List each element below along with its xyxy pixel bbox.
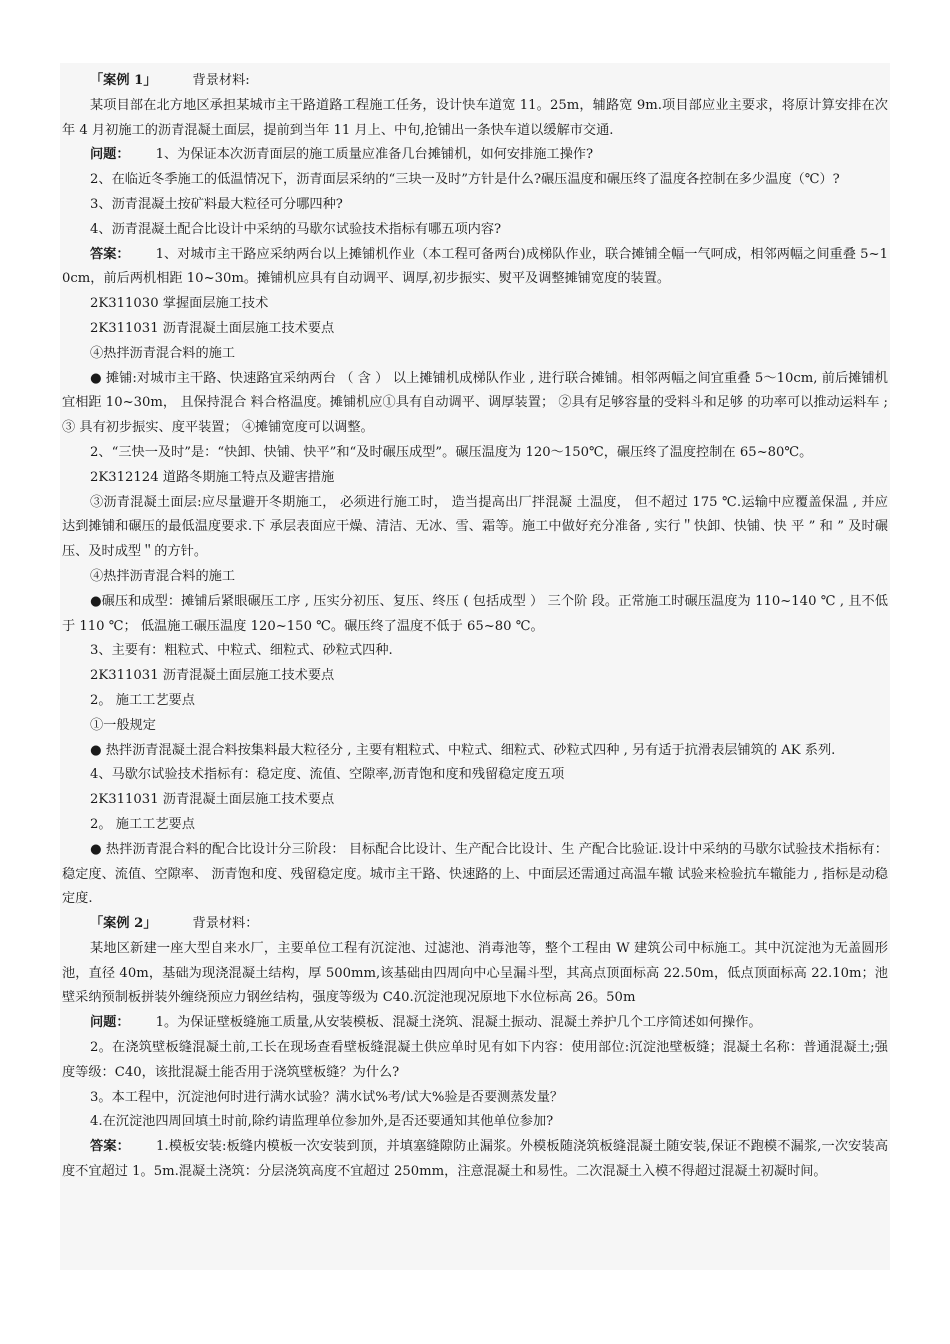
case1-ref-1: 2K311030 掌握面层施工技术 <box>90 296 269 312</box>
case1-ref-5: ④热拌沥青混合料的施工 <box>90 568 236 584</box>
case1-question-3: 3、沥青混凝土按矿料最大粒径可分哪四种? <box>90 196 343 212</box>
case1-paving-text: ● 摊铺:对城市主干路、快速路宜采纳两台 （ 含 ） 以上摊铺机成梯队作业 , 进行联合摊铺。相邻两幅之间宜重叠 5～10cm, 前后摊铺机宜相距 10~30m， 且保持混合 料合格温度。摊铺机应①具有自动调平、调厚装置； ②具有足够容量的受料斗和足够 的功率可以推动运料车 ;③ 具有初步振实、度平装置； ④摊铺宽度可以调整。 <box>62 370 888 436</box>
case1-answer-4: 4、马歇尔试验技术指标有：稳定度、流值、空隙率,沥青饱和度和残留稳定度五项 <box>90 767 565 783</box>
case1-ref-8: ①一般规定 <box>90 717 156 733</box>
case1-bg-label: 背景材料: <box>192 73 250 88</box>
case2-background: 某地区新建一座大型自来水厂，主要单位工程有沉淀池、过滤池、消毒池等，整个工程由 W 建筑公司中标施工。其中沉淀池为无盖圆形池，直径 40m，基础为现浇混凝土结构，厚 500mm,该基础由四周向中心呈漏斗型，其高点顶面标高 22.50m，低点顶面标高 22.10m；池壁采纳预制板拼装外缠绕预应力钢丝结构，强度等级为 C40.沉淀池现况原地下水位标高 26。50m <box>62 940 888 1006</box>
case1-a-label: 答案： <box>90 246 130 262</box>
case1-ref-6: 2K311031 沥青混凝土面层施工技术要点 <box>90 668 335 684</box>
case1-answer-3: 3、主要有：粗粒式、中粒式、细粒式、砂粒式四种. <box>90 643 393 659</box>
case2-title: 「案例 2」 <box>90 916 157 932</box>
case2-question-2: 2。在浇筑壁板缝混凝土前,工长在现场查看壁板缝混凝土供应单时见有如下内容：使用部位:沉淀池壁板缝；混凝土名称：普通混凝土;强度等级：C40，该批混凝土能否用于浇筑壁板缝？为什么? <box>62 1040 888 1080</box>
case1-a1-text: 1、对城市主干路应采纳两台以上摊铺机作业（本工程可备两台)成梯队作业，联合摊铺全幅一气呵成，相邻两幅之间重叠 5~10cm，前后两机相距 10~30m。摊铺机应具有自动调平、调厚,初步振实、熨平及调整摊铺宽度的装置。 <box>62 246 888 287</box>
case2-heading <box>62 912 888 937</box>
case1-background: 某项目部在北方地区承担某城市主干路道路工程施工任务，设计快车道宽 11。25m，辅路宽 9m.项目部应业主要求，将原计算安排在次年 4 月初施工的沥青混凝土面层，提前到当年 11 月上、中旬,抢铺出一条快车道以缓解市交通. <box>62 97 888 138</box>
case1-ref-9: 2K311031 沥青混凝土面层施工技术要点 <box>90 792 335 808</box>
case2-question-4: 4.在沉淀池四周回填土时前,除约请监理单位参加外,是否还要通知其他单位参加? <box>90 1114 554 1130</box>
case1-q-label: 问题： <box>90 147 130 163</box>
case1-ref-4: 2K312124 道路冬期施工特点及避害措施 <box>90 469 335 485</box>
case2-a1-text: 1.模板安装:板缝内模板一次安装到顶，并填塞缝隙防止漏浆。外模板随浇筑板缝混凝土随安装,保证不跑模不漏浆,一次安装高度不宜超过 1。5m.混凝土浇筑：分层浇筑高度不宜超过 250mm，注意混凝土和易性。二次混凝土入模不得超过混凝土初凝时间。 <box>62 1139 889 1180</box>
case1-heading <box>62 69 888 94</box>
case1-winter-text: ③沥青混凝土面层:应尽量避开冬期施工， 必须进行施工时， 造当提高出厂拌混凝 土温度， 但不超过 175 ℃.运输中应覆盖保温 , 并应达到摊铺和碾压的最低温度要求.下 承层表面应干燥、清洁、无冰、雪、霜等。施工中做好充分准备 , 实行＂快卸、快铺、快 平 ” 和 ” 及时碾压、及时成型＂的方针。 <box>62 494 888 560</box>
case1-design-text: ● 热拌沥青混合料的配合比设计分三阶段： 目标配合比设计、生产配合比设计、生 产配合比验证.设计中采纳的马歇尔试验技术指标有： 稳定度、流值、空隙率、 沥青饱和度、残留稳定度。城市主干路、快速路的上、中面层还需通过高温车辙 试验来检验抗车辙能力 , 指标是动稳定度. <box>62 841 888 907</box>
case2-question-1 <box>62 1011 888 1036</box>
case1-question-4: 4、沥青混凝土配合比设计中采纳的马歇尔试验技术指标有哪五项内容? <box>90 221 502 237</box>
case1-ref-3: ④热拌沥青混合料的施工 <box>90 345 236 361</box>
case1-title: 「案例 1」 <box>90 73 157 88</box>
case1-answer-2: 2、“三快一及时”是：“快卸、快铺、快平”和“及时碾压成型”。碾压温度为 120～150℃，碾压终了温度控制在 65~80℃。 <box>90 444 813 460</box>
case1-mix-text: ● 热拌沥青混凝土混合料按集料最大粒径分 , 主要有粗粒式、中粒式、细粒式、砂粒式四种 , 另有适于抗滑表层铺筑的 AK 系列. <box>90 742 836 758</box>
case2-answer-1 <box>62 1135 888 1185</box>
case2-bg-label: 背景材料： <box>192 916 259 932</box>
case1-ref-10: 2。 施工工艺要点 <box>90 816 195 832</box>
case1-question-1 <box>62 143 888 168</box>
case1-ref-7: 2。 施工工艺要点 <box>90 692 195 708</box>
case1-question-2: 2、在临近冬季施工的低温情况下，沥青面层采纳的“三块一及时”方针是什么?碾压温度和碾压终了温度各控制在多少温度（℃）? <box>90 172 840 188</box>
case1-answer-1 <box>62 243 888 293</box>
case2-question-3: 3。本工程中，沉淀池何时进行满水试验？满水试%考/试大%验是否要测蒸发量？ <box>90 1089 564 1105</box>
case2-a-label: 答案： <box>90 1139 130 1155</box>
case2-q1-text: 1。为保证壁板缝施工质量,从安装模板、混凝土浇筑、混凝土振动、混凝土养护几个工序简述如何操作。 <box>155 1015 762 1031</box>
case1-q1-text: 1、为保证本次沥青面层的施工质量应准备几台摊铺机，如何安排施工操作? <box>155 147 594 163</box>
document-page <box>60 63 890 1270</box>
case2-q-label: 问题： <box>90 1015 130 1031</box>
case1-rolling-text: ●碾压和成型：摊铺后紧眼碾压工序 , 压实分初压、复压、终压 ( 包括成型 ） 三个阶 段。正常施工时碾压温度为 110~140 ℃ , 且不低于 110 ℃； 低温施工碾压温度 120~150 ℃。碾压终了温度不低于 65~80 ℃。 <box>62 593 888 634</box>
case1-ref-2: 2K311031 沥青混凝土面层施工技术要点 <box>90 320 335 336</box>
